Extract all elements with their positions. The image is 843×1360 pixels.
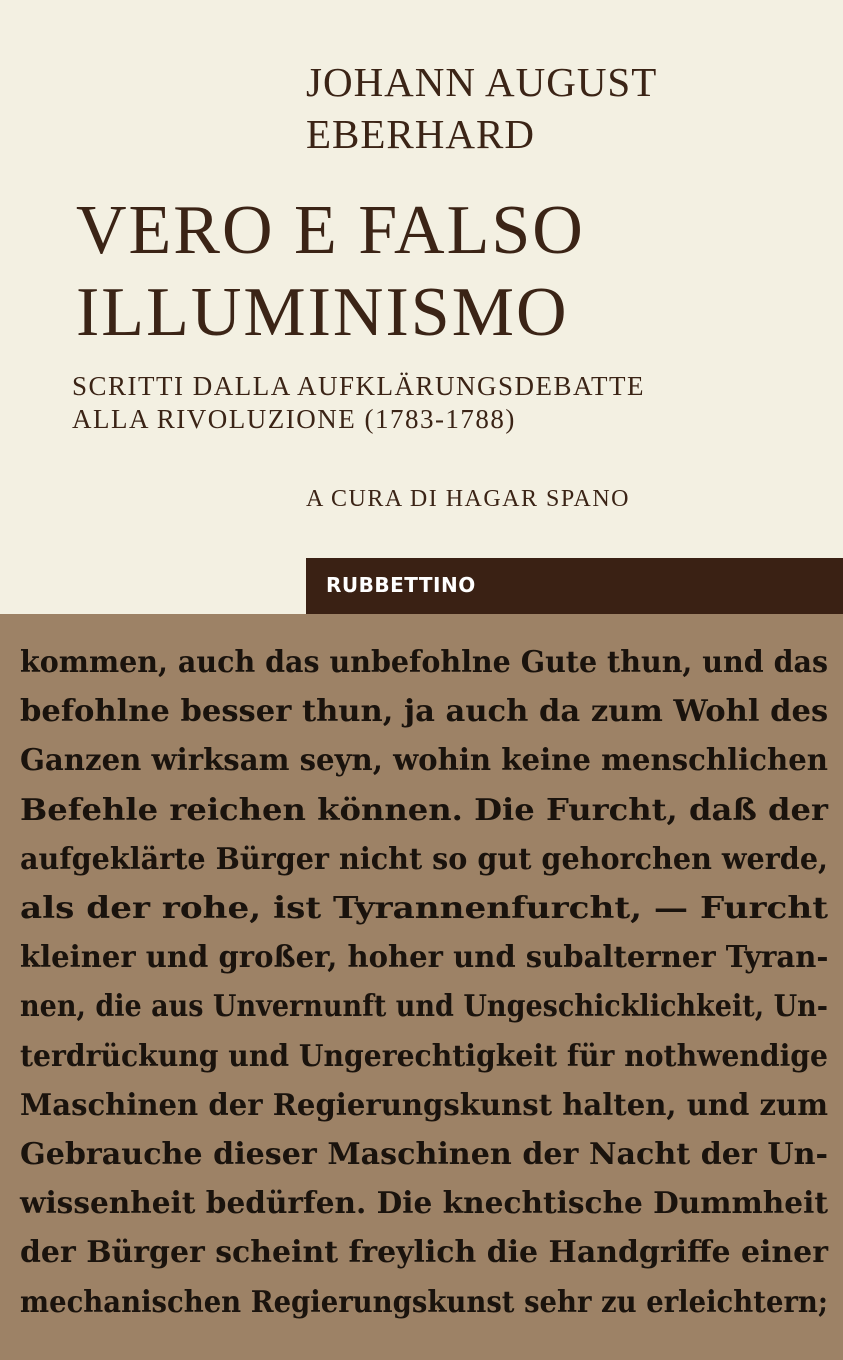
book-title	[76, 190, 585, 354]
fraktur-line: kommen, auch das unbefohlne Gute thun, und das	[20, 645, 829, 680]
author-name	[306, 56, 657, 160]
subtitle-line-2: ALLA RIVOLUZIONE (1783-1788)	[72, 404, 516, 434]
fraktur-line: aufgeklärte Bürger nicht so gut gehorchen werde,	[20, 841, 828, 877]
fraktur-line: befohlne besser thun, ja auch da zum Wohl des	[20, 694, 829, 730]
book-subtitle	[72, 370, 645, 436]
fraktur-line: mechanischen Regierungskunst sehr zu erleichtern;	[20, 1284, 829, 1320]
fraktur-line: der Bürger scheint freylich die Handgriffe einer	[20, 1235, 828, 1271]
fraktur-line: Befehle reichen können. Die Furcht, daß der	[20, 792, 828, 828]
fraktur-line: wissenheit bedürfen. Die knechtische Dummheit	[20, 1186, 828, 1222]
fraktur-line: nen, die aus Unvernunft und Ungeschicklichkeit, Un-	[20, 989, 828, 1025]
fraktur-line: kleiner und großer, hoher und subalterner Tyran-	[20, 940, 829, 976]
author-line-1: JOHANN AUGUST	[306, 59, 658, 105]
fraktur-line: Maschinen der Regierungskunst halten, und zum	[20, 1087, 828, 1123]
title-line-2: ILLUMINISMO	[76, 274, 569, 351]
title-line-1: VERO E FALSO	[76, 192, 585, 269]
fraktur-line: terdrückung und Ungerechtigkeit für nothwendige	[20, 1038, 828, 1074]
fraktur-text-image	[0, 614, 843, 1360]
fraktur-line: als der rohe, ist Tyrannenfurcht, — Furcht	[20, 891, 829, 927]
editor-credit: A CURA DI HAGAR SPANO	[306, 486, 631, 512]
subtitle-line-1: SCRITTI DALLA AUFKLÄRUNGSDEBATTE	[72, 371, 646, 401]
fraktur-text-block	[20, 638, 828, 1327]
fraktur-line: Ganzen wirksam seyn, wohin keine menschlichen	[20, 743, 828, 779]
author-line-2: EBERHARD	[306, 111, 535, 157]
publisher-logo: RUBBETTINO	[326, 573, 476, 597]
fraktur-line: Gebrauche dieser Maschinen der Nacht der Un-	[20, 1137, 828, 1173]
publisher-band	[306, 558, 843, 614]
